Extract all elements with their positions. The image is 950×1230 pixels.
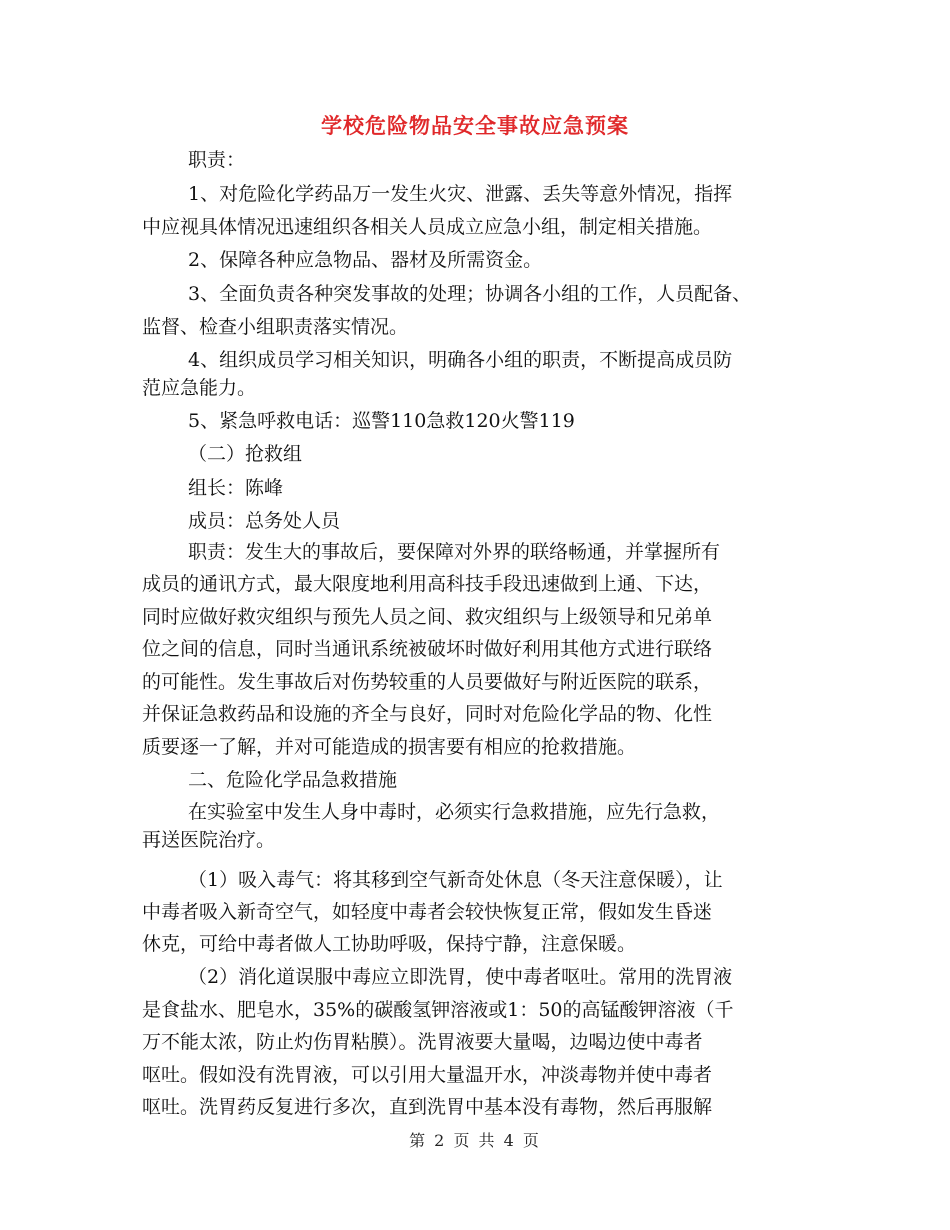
text-line: 成员：总务处人员 — [188, 510, 341, 532]
text-line: 是食盐水、肥皂水，35%的碳酸氢钾溶液或1：50的高锰酸钾溶液（千 — [142, 999, 734, 1021]
text-line: 组长：陈峰 — [188, 477, 284, 499]
text-line: 再送医院治疗。 — [142, 829, 276, 851]
text-line: 呕吐。洗胃药反复进行多次，直到洗胃中基本没有毒物，然后再服解 — [142, 1096, 713, 1118]
text-line: 成员的通讯方式，最大限度地利用高科技手段迅速做到上通、下达， — [142, 573, 713, 595]
text-line: 在实验室中发生人身中毒时，必须实行急救措施，应先行急救， — [188, 801, 721, 823]
text-line: 职责： — [188, 149, 246, 171]
text-line: 并保证急救药品和设施的齐全与良好，同时对危险化学品的物、化性 — [142, 703, 713, 725]
text-line: （1）吸入毒气：将其移到空气新奇处休息（冬天注意保暖），让 — [188, 869, 723, 891]
text-line: 4、组织成员学习相关知识，明确各小组的职责，不断提高成员防 — [188, 349, 733, 371]
text-line: （二）抢救组 — [188, 443, 303, 465]
text-line: 同时应做好救灾组织与预先人员之间、救灾组织与上级领导和兄弟单 — [142, 606, 713, 628]
text-line: 万不能太浓，防止灼伤胃粘膜）。洗胃液要大量喝，边喝边使中毒者 — [142, 1031, 703, 1053]
text-line: 中毒者吸入新奇空气，如轻度中毒者会较快恢复正常，假如发生昏迷 — [142, 901, 713, 923]
text-line: 休克，可给中毒者做人工协助呼吸，保持宁静，注意保暖。 — [142, 933, 637, 955]
text-line: 3、全面负责各种突发事故的处理；协调各小组的工作，人员配备、 — [188, 283, 752, 305]
text-line: 监督、检查小组职责落实情况。 — [142, 316, 409, 338]
text-line: 1、对危险化学药品万一发生火灾、泄露、丢失等意外情况，指挥 — [188, 183, 733, 205]
text-line: 2、保障各种应急物品、器材及所需资金。 — [188, 249, 543, 271]
document-title: 学校危险物品安全事故应急预案 — [321, 114, 629, 138]
text-line: 5、紧急呼救电话：巡警110急救120火警119 — [188, 410, 575, 432]
text-line: 位之间的信息，同时当通讯系统被破坏时做好利用其他方式进行联络 — [142, 638, 713, 660]
section-heading: 二、危险化学品急救措施 — [188, 769, 398, 791]
text-line: 范应急能力。 — [142, 377, 257, 399]
text-line: 中应视具体情况迅速组织各相关人员成立应急小组，制定相关措施。 — [142, 216, 713, 238]
text-line: （2）消化道误服中毒应立即洗胃，使中毒者呕吐。常用的洗胃液 — [188, 966, 733, 988]
page-footer: 第 2 页 共 4 页 — [409, 1131, 541, 1150]
text-line: 职责：发生大的事故后，要保障对外界的联络畅通，并掌握所有 — [188, 541, 721, 563]
text-line: 的可能性。发生事故后对伤势较重的人员要做好与附近医院的联系， — [142, 671, 713, 693]
text-line: 质要逐一了解，并对可能造成的损害要有相应的抢救措施。 — [142, 736, 637, 758]
text-line: 呕吐。假如没有洗胃液，可以引用大量温开水，冲淡毒物并使中毒者 — [142, 1064, 713, 1086]
